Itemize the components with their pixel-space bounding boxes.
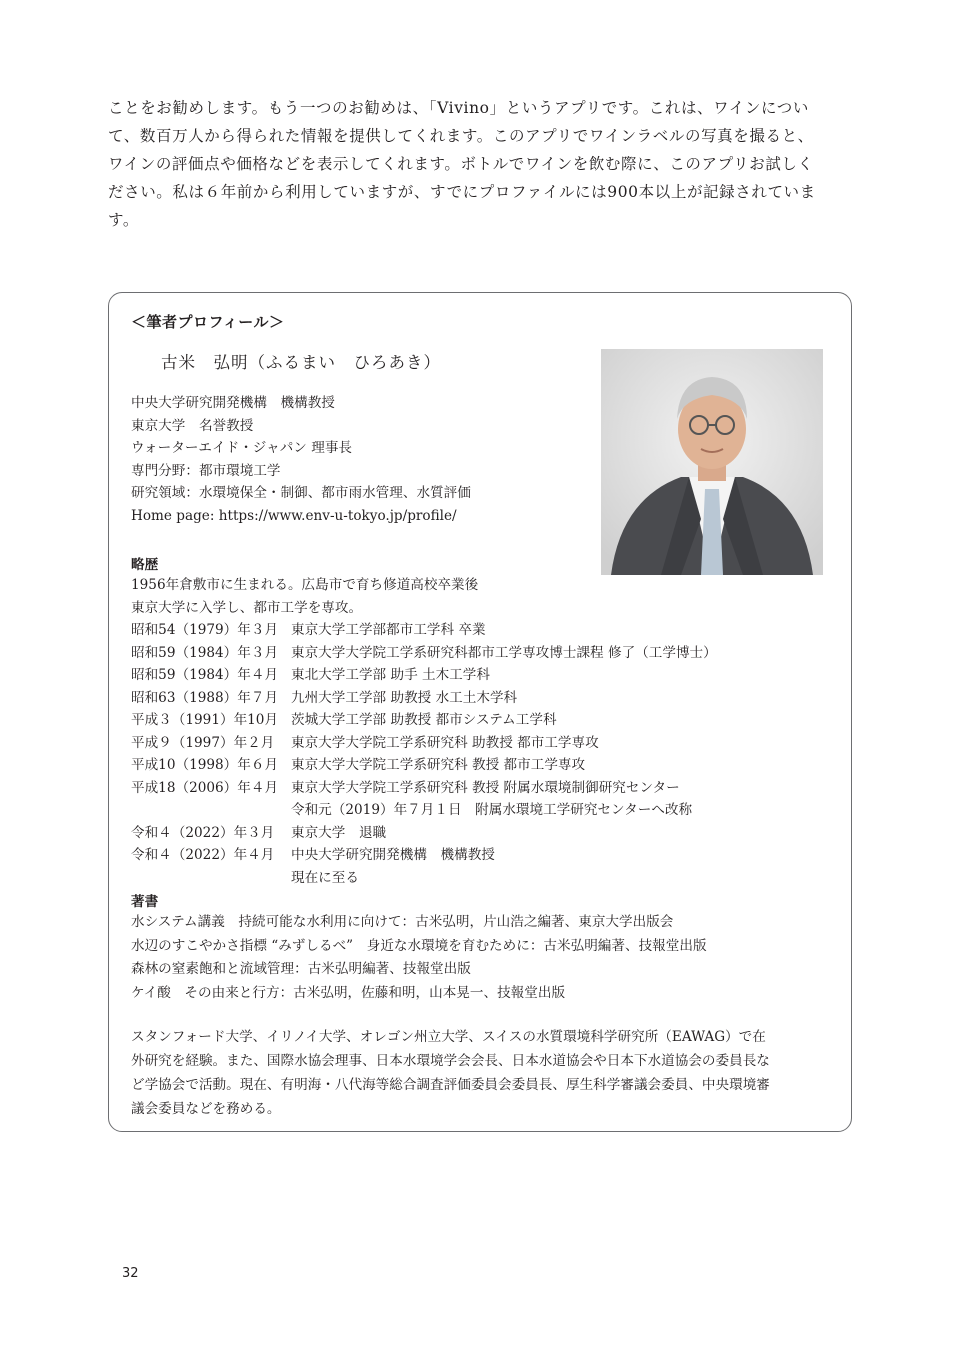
intro-line: て、数百万人から得られた情報を提供してくれます。このアプリでワインラベルの写真を撮ると、 (108, 127, 814, 145)
history-date: 平成10（1998）年６月 (131, 757, 279, 773)
history-date: 平成９（1997）年２月 (131, 734, 275, 751)
intro-line: す。 (108, 211, 139, 229)
history-text: 中央大学研究開発機構 機構教授 (291, 847, 495, 863)
affiliation-line: 中央大学研究開発機構 機構教授 (131, 395, 335, 411)
book-item: 森林の窒素飽和と流域管理：古米弘明編著、技報堂出版 (131, 961, 471, 977)
intro-line: ださい。私は６年前から利用していますが、すでにプロファイルには900本以上が記録されていま (108, 183, 816, 201)
history-intro-line: 1956年倉敷市に生まれる。広島市で育ち修道高校卒業後 (131, 577, 479, 593)
history-date: 昭和59（1984）年３月 (131, 644, 279, 661)
history-text: 令和元（2019）年７月１日 附属水環境工学研究センターへ改称 (291, 802, 693, 818)
history-text: 東京大学大学院工学系研究科 教授 都市工学専攻 (291, 757, 586, 773)
history-date (131, 867, 291, 890)
history-date: 昭和59（1984）年４月 (131, 667, 279, 683)
history-row (131, 642, 717, 665)
history-row (131, 664, 717, 687)
affiliation-list (131, 392, 581, 527)
activities-line: 議会委員などを務める。 (131, 1101, 281, 1117)
intro-line: ことをお勧めします。もう一つのお勧めは、「Vivino」というアプリです。これは、ワインについ (108, 99, 809, 117)
history-row (131, 687, 717, 710)
intro-paragraph (108, 94, 854, 234)
history-row (131, 709, 717, 732)
author-name: 古米 弘明（ふるまい ひろあき） (161, 353, 441, 372)
author-photo (601, 349, 823, 575)
history-row (131, 732, 717, 755)
history-row (131, 777, 717, 800)
homepage-line: Home page: https://www.env-u-tokyo.jp/profile/ (131, 507, 457, 524)
affiliation-line: 専門分野：都市環境工学 (131, 462, 281, 479)
history-row (131, 844, 717, 867)
history-text: 東京大学大学院工学系研究科 教授 附属水環境制御研究センター (291, 779, 680, 796)
history-text: 東北大学工学部 助手 土木工学科 (291, 667, 490, 683)
history-intro (131, 574, 478, 619)
book-item: 水システム講義 持続可能な水利用に向けて：古米弘明，片山浩之編著、東京大学出版会 (131, 914, 674, 930)
history-text: 現在に至る (291, 869, 359, 886)
history-text: 東京大学 退職 (291, 824, 387, 841)
history-text: 東京大学大学院工学系研究科都市工学専攻博士課程 修了（工学博士） (291, 644, 717, 661)
history-date: 令和４（2022）年３月 (131, 824, 275, 841)
affiliation-line: 研究領域：水環境保全・制御、都市雨水管理、水質評価 (131, 485, 471, 501)
books-title: 著書 (131, 894, 159, 910)
history-row (131, 822, 717, 845)
author-profile-box (108, 292, 852, 1132)
history-date: 昭和54（1979）年３月 (131, 622, 279, 638)
history-date: 昭和63（1988）年７月 (131, 689, 279, 706)
affiliation-line: ウォーターエイド・ジャパン 理事長 (131, 440, 353, 456)
book-item: 水辺のすこやかさ指標 “みずしるべ” 身近な水環境を育むために：古米弘明編著、技報堂出版 (131, 937, 707, 954)
history-date (131, 799, 291, 822)
affiliation-line: 東京大学 名誉教授 (131, 417, 254, 434)
activities-paragraph (131, 1025, 831, 1121)
activities-line: 外研究を経験。また、国際水協会理事、日本水環境学会会長、日本水道協会や日本下水道協会の委員長な (131, 1053, 770, 1069)
profile-heading: ＜筆者プロフィール＞ (131, 313, 285, 331)
history-text: 東京大学大学院工学系研究科 助教授 都市工学専攻 (291, 734, 599, 751)
history-text: 九州大学工学部 助教授 水工土木学科 (291, 689, 518, 706)
history-date: 平成18（2006）年４月 (131, 779, 279, 796)
history-intro-line: 東京大学に入学し、都市工学を専攻。 (131, 599, 363, 616)
activities-line: スタンフォード大学、イリノイ大学、オレゴン州立大学、スイスの水質環境科学研究所（EAWAG）で在 (131, 1029, 766, 1045)
books-list (131, 911, 707, 1005)
history-list (131, 619, 717, 889)
intro-line: ワインの評価点や価格などを表示してくれます。ボトルでワインを飲む際に、このアプリお試しく (108, 155, 814, 173)
history-row (131, 799, 717, 822)
history-text: 茨城大学工学部 助教授 都市システム工学科 (291, 712, 557, 728)
history-text: 東京大学工学部都市工学科 卒業 (291, 622, 486, 638)
page-number: 32 (122, 1266, 139, 1281)
book-item: ケイ酸 その由来と行方：古米弘明，佐藤和明，山本晃一、技報堂出版 (131, 984, 566, 1001)
history-row (131, 867, 717, 890)
history-row (131, 619, 717, 642)
history-title: 略歴 (131, 557, 159, 573)
history-date: 平成３（1991）年10月 (131, 712, 279, 728)
history-row (131, 754, 717, 777)
activities-line: ど学協会で活動。現在、有明海・八代海等総合調査評価委員会委員長、厚生科学審議会委員、中央環境審 (131, 1077, 770, 1093)
history-date: 令和４（2022）年４月 (131, 847, 275, 863)
